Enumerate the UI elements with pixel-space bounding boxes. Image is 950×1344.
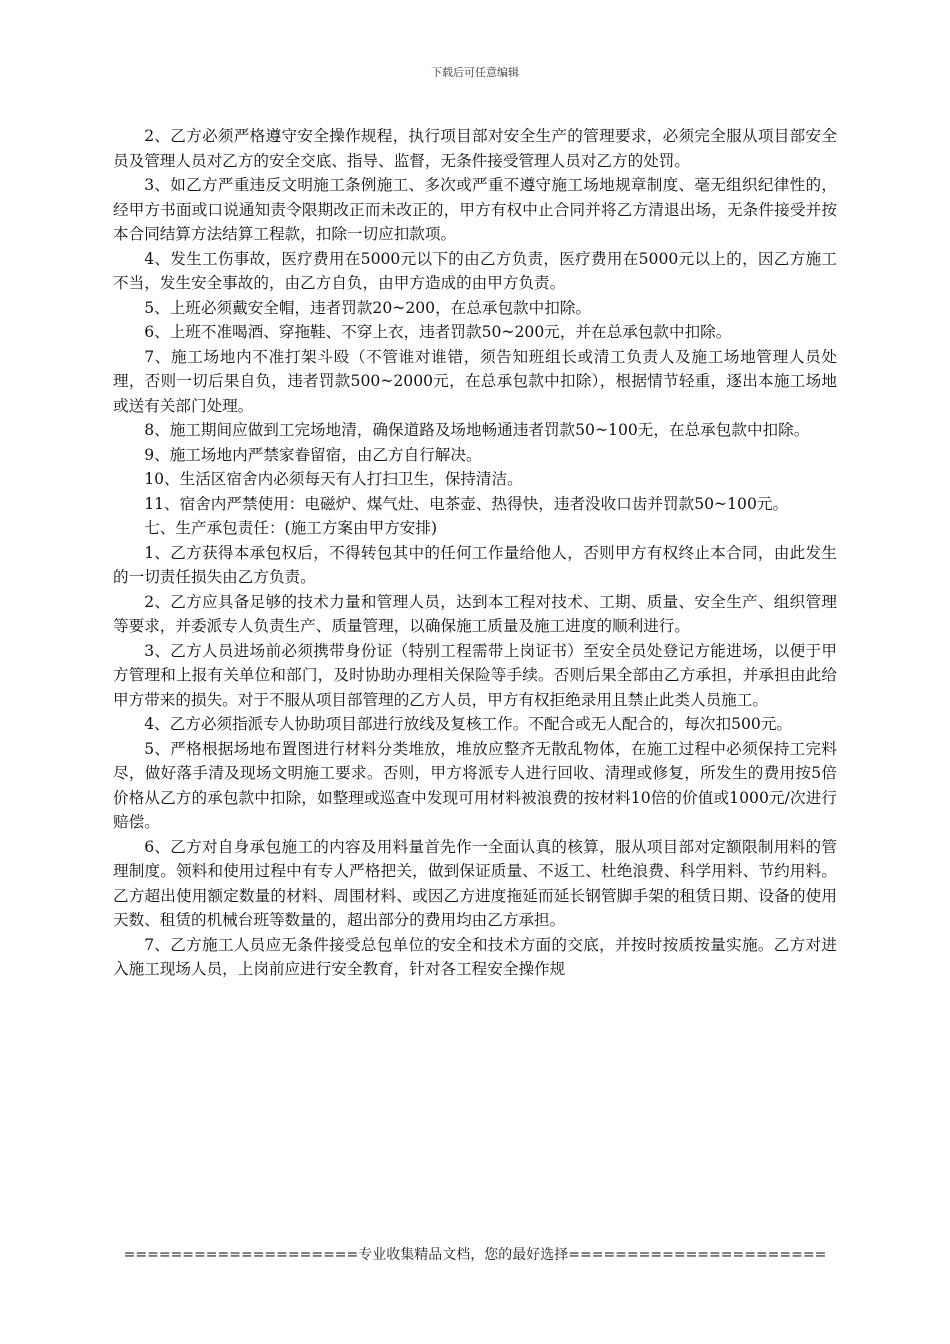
paragraph: 4、发生工伤事故，医疗费用在5000元以下的由乙方负责，医疗费用在5000元以上的，因乙方施工不当，发生安全事故的，由乙方自负，由甲方造成的由甲方负责。 xyxy=(113,249,837,292)
section-heading: 七、生产承包责任：(施工方案由甲方安排) xyxy=(144,519,438,537)
paragraph: 5、上班必须戴安全帽，违者罚款20~200，在总承包款中扣除。 xyxy=(144,298,592,317)
paragraph: 7、施工场地内不准打架斗殴（不管谁对谁错，须告知班组长或清工负责人及施工场地管理人员处理，否则一切后果自负，违者罚款500~2000元，在总承包款中扣除），根据情节轻重，逐出本施工场地或送有关部门处理。 xyxy=(113,347,837,415)
page-header: 下载后可任意编辑 xyxy=(431,66,519,79)
paragraph: 7、乙方施工人员应无条件接受总包单位的安全和技术方面的交底，并按时按质按量实施。乙方对进入施工现场人员，上岗前应进行安全教育，针对各工程安全操作规 xyxy=(113,935,837,978)
document-body xyxy=(113,124,837,982)
paragraph: 2、乙方应具备足够的技术力量和管理人员，达到本工程对技术、工期、质量、安全生产、组织管理等要求，并委派专人负责生产、质量管理，以确保施工质量及施工进度的顺利进行。 xyxy=(113,592,837,635)
paragraph: 6、上班不准喝酒、穿拖鞋、不穿上衣，违者罚款50~200元，并在总承包款中扣除。 xyxy=(144,323,732,341)
paragraph: 8、施工期间应做到工完场地清，确保道路及场地畅通违者罚款50~100无，在总承包款中扣除。 xyxy=(144,421,810,439)
paragraph: 1、乙方获得本承包权后，不得转包其中的任何工作量给他人，否则甲方有权终止本合同，由此发生的一切责任损失由乙方负责。 xyxy=(113,543,837,586)
paragraph: 4、乙方必须指派专人协助项目部进行放线及复核工作。不配合或无人配合的，每次扣500元。 xyxy=(144,715,793,733)
paragraph: 3、如乙方严重违反文明施工条例施工、多次或严重不遵守施工场地规章制度、毫无组织纪律性的，经甲方书面或口说通知责令限期改正而未改正的，甲方有权中止合同并将乙方清退出场，无条件接受并按本合同结算方法结算工程款，扣除一切应扣款项。 xyxy=(113,176,837,243)
paragraph: 10、生活区宿舍内必须每天有人打扫卫生，保持清洁。 xyxy=(144,470,523,488)
paragraph: 11、宿舍内严禁使用：电磁炉、煤气灶、电茶壶、热得快，违者没收口齿并罚款50~100元。 xyxy=(144,494,789,513)
paragraph: 9、施工场地内严禁家眷留宿，由乙方自行解决。 xyxy=(144,445,482,464)
paragraph: 5、严格根据场地布置图进行材料分类堆放，堆放应整齐无散乱物体，在施工过程中必须保持工完料尽，做好落手清及现场文明施工要求。否则，甲方将派专人进行回收、清理或修复，所发生的费用按5倍价格从乙方的承包款中扣除，如整理或巡查中发现可用材料被浪费的按材料10倍的价值或1000元/次进行赔偿。 xyxy=(113,739,837,831)
paragraph: 6、乙方对自身承包施工的内容及用料量首先作一全面认真的核算，服从项目部对定额限制用料的管理制度。领料和使用过程中有专人严格把关，做到保证质量、不返工、杜绝浪费、科学用料、节约用料。乙方超出使用额定数量的材料、周围材料、或因乙方进度拖延而延长钢管脚手架的租赁日期、设备的使用天数、租赁的机械台班等数量的，超出部分的费用均由乙方承担。 xyxy=(113,837,837,929)
paragraph: 3、乙方人员进场前必须携带身份证（特别工程需带上岗证书）至安全员处登记方能进场，以便于甲方管理和上报有关单位和部门，及时协助办理相关保险等手续。否则后果全部由乙方承担，并承担由此给甲方带来的损失。对于不服从项目部管理的乙方人员，甲方有权拒绝录用且禁止此类人员施工。 xyxy=(113,641,837,709)
paragraph: 2、乙方必须严格遵守安全操作规程，执行项目部对安全生产的管理要求，必须完全服从项目部安全员及管理人员对乙方的安全交底、指导、监督，无条件接受管理人员对乙方的处罚。 xyxy=(113,127,837,170)
page-footer: ====================专业收集精品文档，您的最好选择====================== xyxy=(123,1247,827,1263)
